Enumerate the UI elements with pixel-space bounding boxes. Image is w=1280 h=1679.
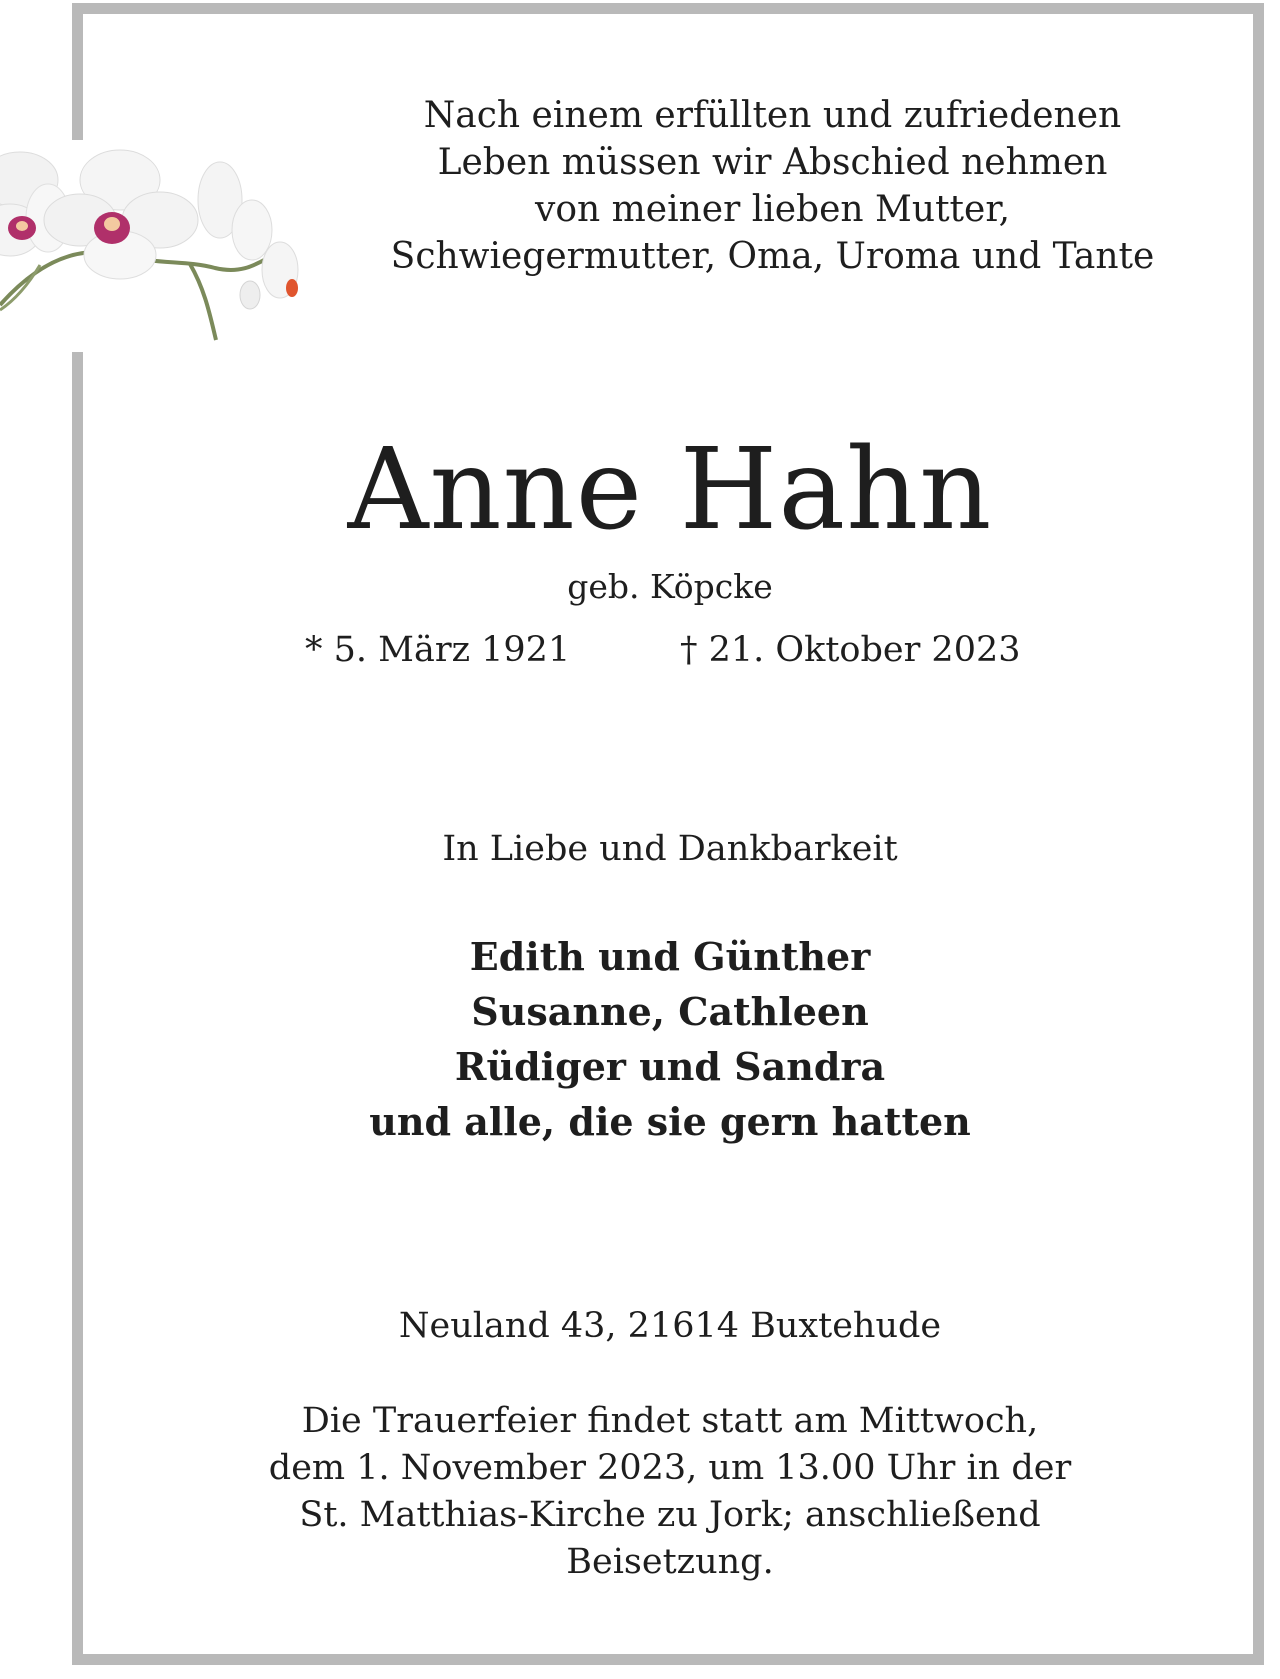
- intro-text: [320, 92, 1225, 280]
- service-info: [160, 1398, 1180, 1586]
- mourners-list: [160, 929, 1180, 1149]
- birth-date: * 5. März 1921: [305, 630, 571, 670]
- deceased-name: Anne Hahn: [347, 425, 993, 555]
- orchid-branch-icon: [0, 140, 320, 352]
- death-date: † 21. Oktober 2023: [680, 630, 1021, 670]
- maiden-name: geb. Köpcke: [567, 567, 773, 606]
- service-line: St. Matthias-Kirche zu Jork; anschließend: [299, 1495, 1041, 1535]
- service-line: Beisetzung.: [566, 1542, 774, 1582]
- service-line: dem 1. November 2023, um 13.00 Uhr in der: [268, 1448, 1072, 1488]
- mourner-line: Edith und Günther: [469, 934, 871, 979]
- dedication-text: In Liebe und Dankbarkeit: [442, 829, 898, 869]
- intro-line: Schwiegermutter, Oma, Uroma und Tante: [390, 236, 1155, 277]
- intro-line: Leben müssen wir Abschied nehmen: [437, 142, 1108, 183]
- intro-line: Nach einem erfüllten und zufriedenen: [423, 95, 1122, 136]
- mourner-line: Susanne, Cathleen: [471, 989, 869, 1034]
- mourner-line: und alle, die sie gern hatten: [369, 1099, 971, 1144]
- mourner-line: Rüdiger und Sandra: [454, 1044, 886, 1089]
- address-text: Neuland 43, 21614 Buxtehude: [398, 1306, 942, 1346]
- intro-line: von meiner lieben Mutter,: [534, 189, 1011, 230]
- service-line: Die Trauerfeier findet statt am Mittwoch,: [301, 1401, 1039, 1441]
